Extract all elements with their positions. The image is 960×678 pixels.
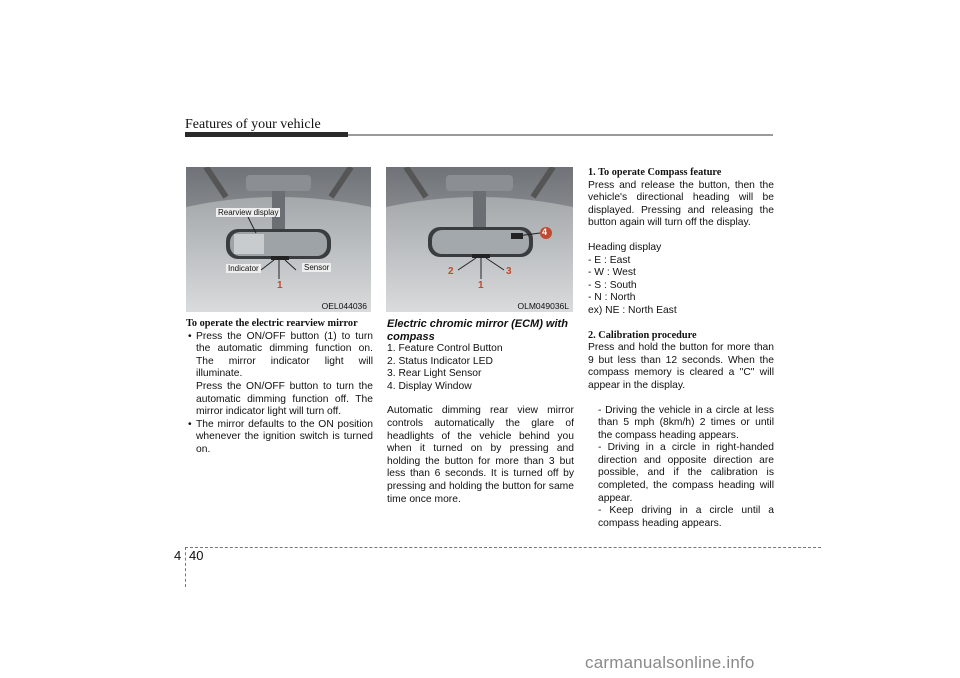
compass-heading: 1. To operate Compass feature	[588, 167, 722, 178]
callout-1: 1	[277, 280, 283, 291]
bullet-default: • The mirror defaults to the ON position whenever the ignition switch is turned on.	[186, 419, 373, 457]
bullet-off: Press the ON/OFF button to turn the automatic dimming function off. The mirror indicator light will turn off.	[196, 380, 373, 418]
page-section-number: 4	[174, 548, 182, 563]
bullet-on: • Press the ON/OFF button (1) to turn the automatic dimming function on. The mirror indicator light will illuminate.	[186, 331, 373, 381]
label-rearview-display: Rearview display	[218, 208, 279, 217]
left-heading: To operate the electric rearview mirror	[186, 318, 358, 329]
footer-vertical-rule	[185, 547, 186, 587]
heading-display-label: Heading display	[588, 241, 662, 253]
header-rule-accent	[185, 132, 348, 137]
list-item: 2. Status Indicator LED	[387, 355, 493, 367]
section-title: Features of your vehicle	[185, 117, 321, 132]
figure-code: OLM049036L	[517, 301, 569, 311]
right-column	[588, 167, 774, 530]
heading-item: - W : West	[588, 267, 636, 279]
heading-item: ex) NE : North East	[588, 304, 677, 316]
callout-2: 2	[448, 266, 454, 277]
figure-code: OEL044036	[321, 301, 367, 311]
mirror-photo-left	[186, 167, 371, 312]
label-indicator: Indicator	[228, 264, 259, 273]
ecm-paragraph: Automatic dimming rear view mirror controls automatically the glare of headlights of the vehicle behind you when it turned on by pressing and holding the button for more than 3 but less than 6 seconds. It is turned off by pressing and holding the button for same time once more.	[387, 405, 574, 505]
label-sensor: Sensor	[304, 263, 330, 272]
compass-paragraph: Press and release the button, then the vehicle's directional heading will be displayed. Pressing and releasing the button again will turn off the display.	[588, 179, 774, 229]
calibration-step: - Driving the vehicle in a circle at less than 5 mph (8km/h) 2 times or until the compass heading appears.	[598, 404, 774, 441]
calibration-step: - Keep driving in a circle until a compass heading appears.	[598, 505, 774, 529]
watermark: carmanualsonline.info	[585, 653, 755, 672]
left-column	[186, 318, 373, 457]
heading-item: - N : North	[588, 292, 636, 304]
callout-1: 1	[478, 280, 484, 291]
callout-3: 3	[506, 266, 512, 277]
callout-4: 4	[542, 227, 548, 237]
calibration-paragraph: Press and hold the button for more than 9 but less than 12 seconds. When the compass memory is cleared a "C" will appear in the display.	[588, 342, 774, 391]
middle-heading: Electric chromic mirror (ECM) with compass	[387, 318, 568, 343]
page-number: 40	[189, 548, 204, 563]
list-item: 4. Display Window	[387, 380, 472, 392]
list-item: 3. Rear Light Sensor	[387, 368, 482, 380]
heading-item: - E : East	[588, 254, 631, 266]
heading-item: - S : South	[588, 279, 637, 291]
calibration-heading: 2. Calibration procedure	[588, 329, 697, 341]
footer-rule	[185, 547, 821, 548]
calibration-step: - Driving in a circle in right-handed direction and opposite direction are possible, and if the calibration is completed, the compass heading will appear.	[598, 442, 774, 504]
middle-column	[387, 318, 574, 506]
mirror-photo-middle	[386, 167, 573, 312]
list-item: 1. Feature Control Button	[387, 343, 503, 354]
